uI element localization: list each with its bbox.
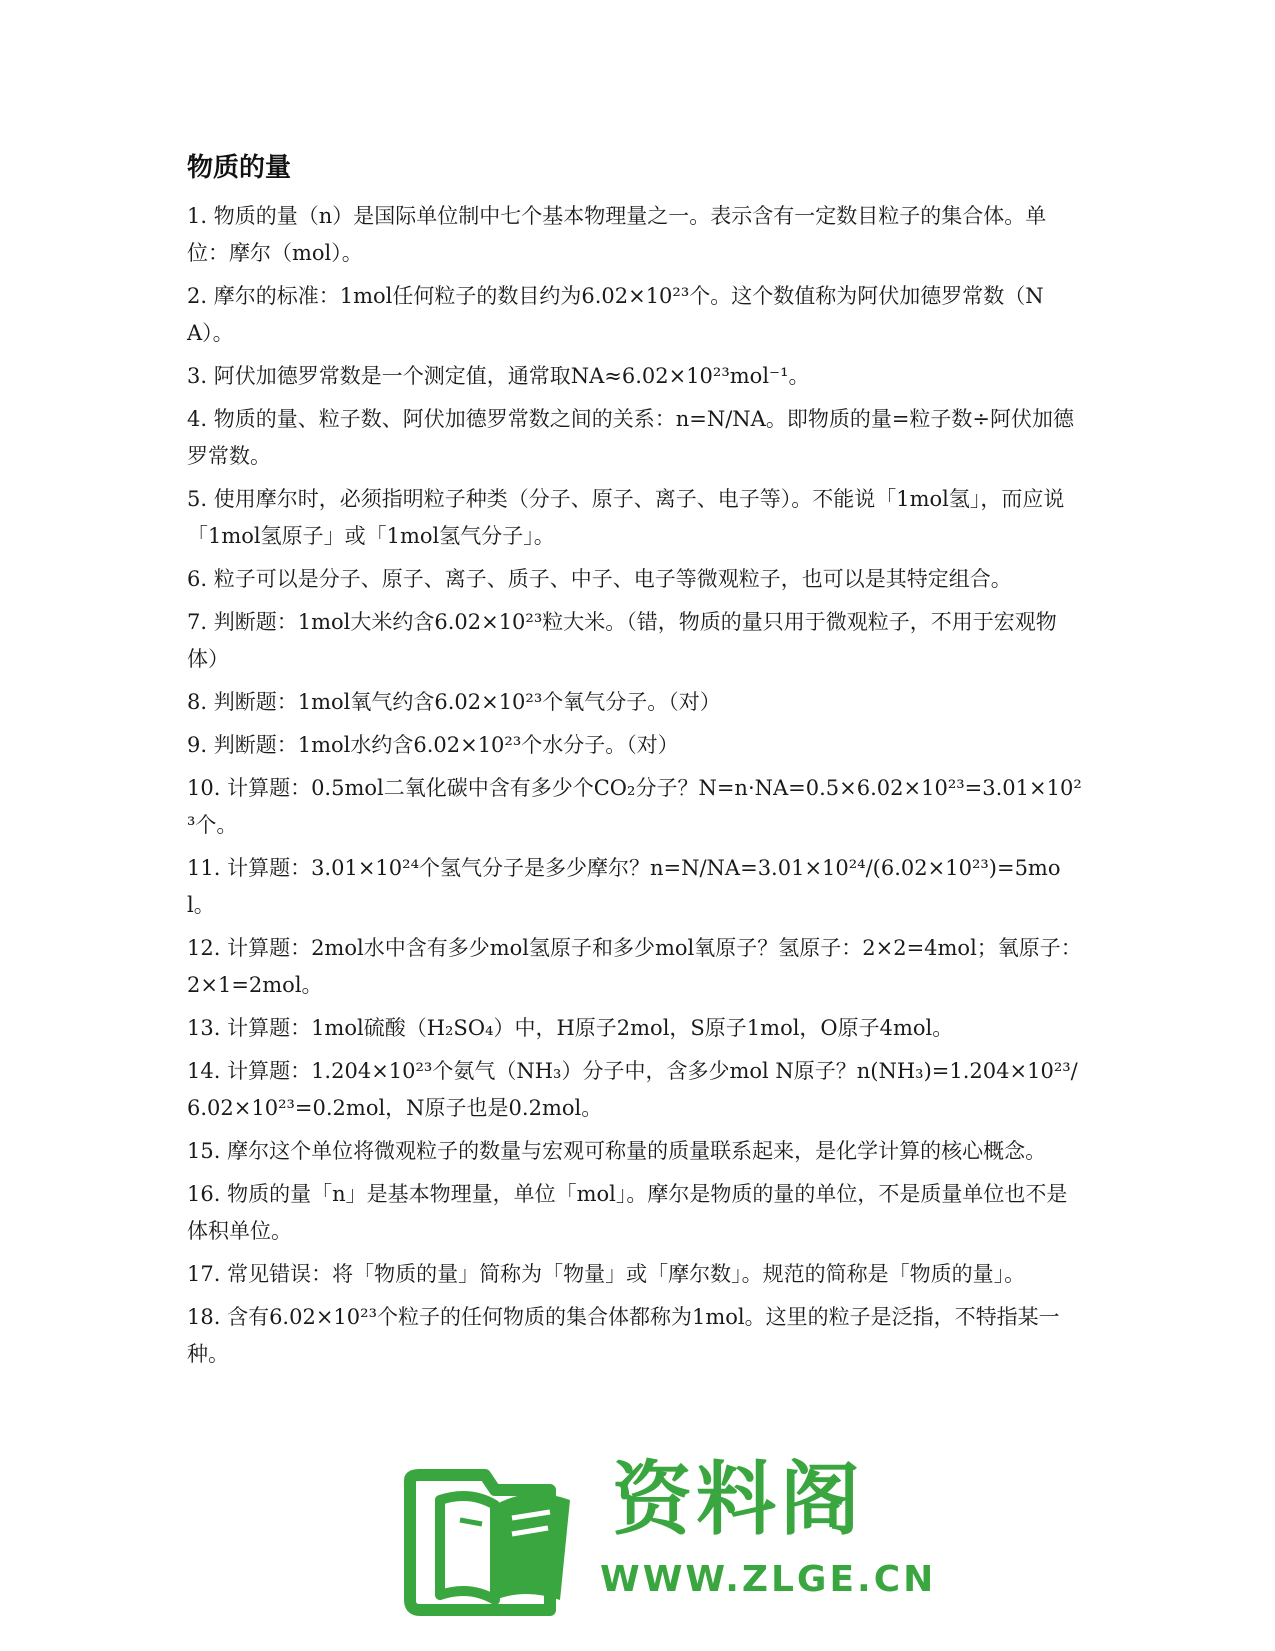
list-item: 9. 判断题：1mol水约含6.02×10²³个水分子。（对） [187,733,679,757]
list-item: 2. 摩尔的标准：1mol任何粒子的数目约为6.02×10²³个。这个数值称为阿伏加德罗常数（NA）。 [187,284,1044,345]
list-item: 4. 物质的量、粒子数、阿伏加德罗常数之间的关系：n=N/NA。即物质的量=粒子数÷阿伏加德罗常数。 [187,407,1075,468]
list-item: 16. 物质的量「n」是基本物理量，单位「mol」。摩尔是物质的量的单位，不是质量单位也不是体积单位。 [187,1182,1068,1243]
list-item: 14. 计算题：1.204×10²³个氨气（NH₃）分子中，含多少mol N原子？n(NH₃)=1.204×10²³/6.02×10²³=0.2mol，N原子也是0.2mol。 [187,1059,1078,1120]
list-item: 11. 计算题：3.01×10²⁴个氢气分子是多少摩尔？n=N/NA=3.01×10²⁴/(6.02×10²³)=5mol。 [187,856,1061,917]
watermark-title: 资料阁 [612,1453,864,1546]
list-item: 13. 计算题：1mol硫酸（H₂SO₄）中，H原子2mol，S原子1mol，O原子4mol。 [187,1016,954,1040]
document-page [187,150,1087,1379]
list-item: 10. 计算题：0.5mol二氧化碳中含有多少个CO₂分子？N=n·NA=0.5×6.02×10²³=3.01×10²³个。 [187,776,1082,837]
watermark-logo [400,1450,937,1630]
page-title: 物质的量 [187,153,292,183]
watermark-url: WWW.ZLGE.CN [600,1559,937,1600]
list-item: 5. 使用摩尔时，必须指明粒子种类（分子、原子、离子、电子等）。不能说「1mol氢」，而应说「1mol氢原子」或「1mol氢气分子」。 [187,487,1065,548]
list-item: 3. 阿伏加德罗常数是一个测定值，通常取NA≈6.02×10²³mol⁻¹。 [187,364,810,388]
list-item: 7. 判断题：1mol大米约含6.02×10²³粒大米。（错，物质的量只用于微观粒子，不用于宏观物体） [187,610,1057,671]
list-item: 12. 计算题：2mol水中含有多少mol氢原子和多少mol氧原子？氢原子：2×2=4mol；氧原子：2×1=2mol。 [187,936,1082,997]
list-item: 17. 常见错误：将「物质的量」简称为「物量」或「摩尔数」。规范的简称是「物质的量」。 [187,1262,1026,1286]
list-item: 18. 含有6.02×10²³个粒子的任何物质的集合体都称为1mol。这里的粒子是泛指，不特指某一种。 [187,1305,1060,1366]
list-item: 8. 判断题：1mol氧气约含6.02×10²³个氧气分子。（对） [187,690,721,714]
list-item: 15. 摩尔这个单位将微观粒子的数量与宏观可称量的质量联系起来，是化学计算的核心概念。 [187,1139,1047,1163]
list-item: 1. 物质的量（n）是国际单位制中七个基本物理量之一。表示含有一定数目粒子的集合体。单位：摩尔（mol）。 [187,204,1047,265]
list-item: 6. 粒子可以是分子、原子、离子、质子、中子、电子等微观粒子，也可以是其特定组合。 [187,567,1012,591]
book-folder-icon [400,1460,600,1620]
